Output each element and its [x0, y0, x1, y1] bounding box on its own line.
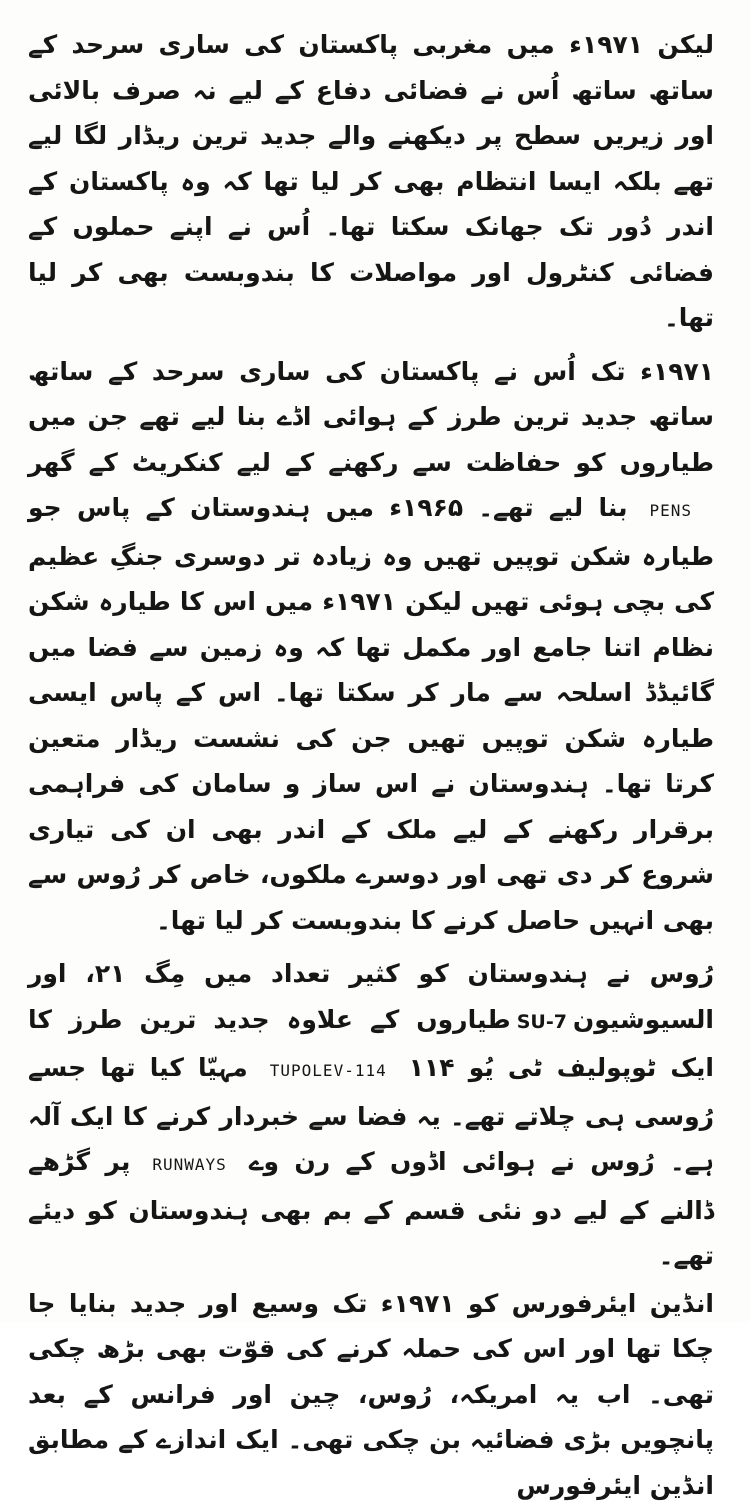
paragraph-1 [28, 22, 714, 341]
paragraph-3 [28, 951, 714, 1279]
paragraph-2-text-after: بنا لیے تھے۔ ۱۹۶۵ء میں ہندوستان کے پاس جو طیارہ شکن توپیں تھیں وہ زیادہ تر دوسری جنگِ عظیم کی بچی ہوئی تھیں لیکن ۱۹۷۱ء میں اس کا طیارہ شکن نظام اتنا جامع اور مکمل تھا کہ وہ زمین سے فضا میں گائیڈڈ اسلحہ سے مار کر سکتا تھا۔ اس کے پاس ایسی طیارہ شکن توپیں تھیں جن کی نشست ریڈار متعین کرتا تھا۔ ہندوستان نے اس ساز و سامان کی فراہمی برقرار رکھنے کے لیے ملک کے اندر بھی ان کی تیاری شروع کر دی تھی اور دوسرے ملکوں، خاص کر رُوس سے بھی انہیں حاصل کرنے کا بندوبست کر لیا تھا۔ [28, 493, 714, 935]
paragraph-3-text-after: مہیّا کیا تھا جسے رُوسی ہی چلاتے تھے۔ یہ فضا سے خبردار کرنے کا ایک آلہ ہے۔ رُوس نے ہوائی اڈوں کے رن وے [28, 1053, 714, 1176]
paragraph-3-text-before: رُوس نے ہندوستان کو کثیر تعداد میں مِگ ۲۱، اور السیوشیون [28, 959, 714, 1034]
term-pens: PENS [627, 488, 714, 534]
term-tupolev: TUPOLEV-114 [248, 1048, 409, 1094]
paragraph-3-text-middle: طیاروں کے علاوہ جدید ترین طرز کا ایک ٹوپولیف ٹی یُو ۱۱۴ [28, 1005, 714, 1083]
paragraph-2-text-before: ۱۹۷۱ء تک اُس نے پاکستان کی ساری سرحد کے ساتھ ساتھ جدید ترین طرز کے ہوائی اڈے بنا لیے تھے جن میں طیاروں کو حفاظت سے رکھنے کے لیے کنکریٹ کے گھر [28, 357, 714, 477]
paragraph-4 [28, 1281, 714, 1508]
paragraph-4-text: انڈین ایئرفورس کو ۱۹۷۱ء تک وسیع اور جدید بنایا جا چکا تھا اور اس کی حملہ کرنے کی قوّت بھی بڑھ چکی تھی۔ اب یہ امریکہ، رُوس، چین اور فرانس کے بعد پانچویں بڑی فضائیہ بن چکی تھی۔ ایک اندازے کے مطابق انڈین ایئرفورس [28, 1289, 714, 1500]
paragraph-2 [28, 349, 714, 944]
term-runways: RUNWAYS [130, 1142, 248, 1188]
paragraph-3-text-after2: پر گڑھے ڈالنے کے لیے دو نئی قسم کے بم بھی ہندوستان کو دیئے تھے۔ [28, 1147, 714, 1270]
paragraph-1-text: لیکن ۱۹۷۱ء میں مغربی پاکستان کی ساری سرحد کے ساتھ ساتھ اُس نے فضائی دفاع کے لیے نہ صرف بالائی اور زیریں سطح پر دیکھنے والے جدید ترین ریڈار لگا لیے تھے بلکہ ایسا انتظام بھی کر لیا تھا کہ وہ پاکستان کے اندر دُور تک جھانک سکتا تھا۔ اُس نے اپنے حملوں کے فضائی کنٹرول اور مواصلات کا بندوبست بھی کر لیا تھا۔ [28, 30, 714, 332]
term-su7: SU-7 [511, 1000, 573, 1046]
